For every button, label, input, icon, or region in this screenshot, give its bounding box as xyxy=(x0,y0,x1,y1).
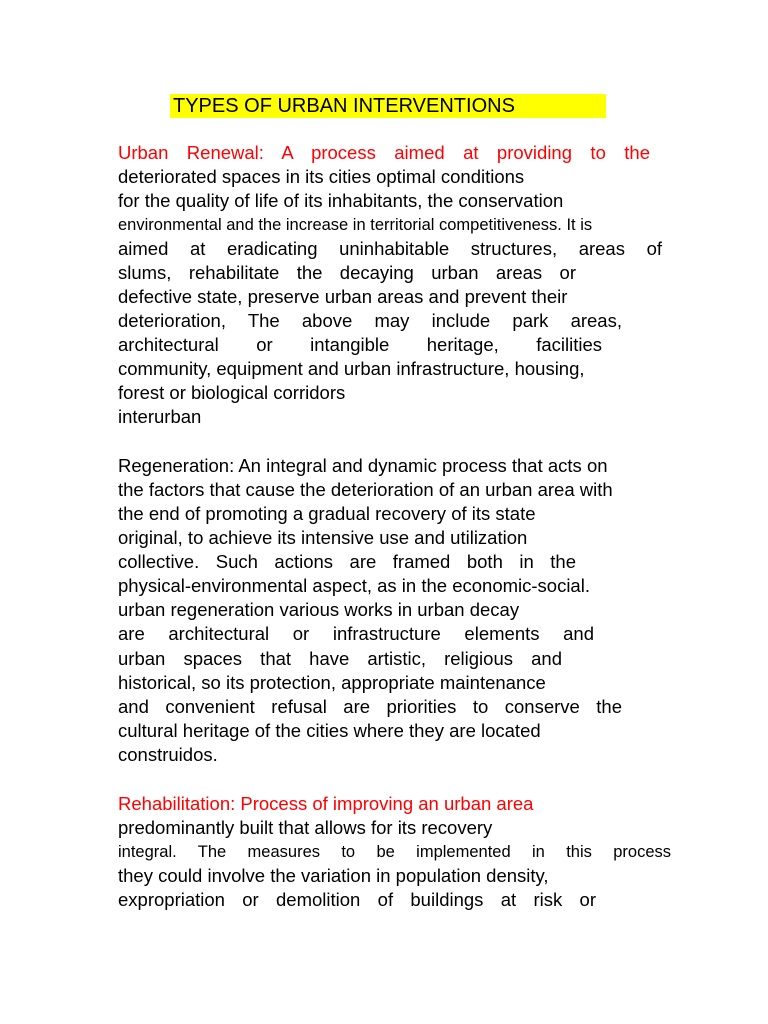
paragraph-line: expropriation or demolition of buildings at risk or xyxy=(118,889,596,910)
paragraph-line: architectural or intangible heritage, facilities xyxy=(118,334,602,355)
document-title xyxy=(170,94,606,118)
paragraph-line: deterioration, The above may include park areas, xyxy=(118,310,622,331)
paragraph-line: integral. The measures to be implemented in this process xyxy=(118,843,671,861)
paragraph-line: they could involve the variation in population density, xyxy=(118,865,549,886)
paragraph-line: cultural heritage of the cities where they are located xyxy=(118,720,541,741)
paragraph-line: historical, so its protection, appropriate maintenance xyxy=(118,672,546,693)
document-title-text: TYPES OF URBAN INTERVENTIONS xyxy=(173,95,515,117)
paragraph-line: aimed at eradicating uninhabitable structures, areas of xyxy=(118,238,662,259)
paragraph-line: environmental and the increase in territorial competitiveness. It is xyxy=(118,216,593,234)
urban-renewal-heading-line: Urban Renewal: A process aimed at providing to the xyxy=(118,142,650,163)
paragraph-line: forest or biological corridors xyxy=(118,382,346,403)
paragraph-line: interurban xyxy=(118,406,202,427)
rehabilitation-heading-line: Rehabilitation: Process of improving an urban area xyxy=(118,793,534,814)
paragraph-line: urban regeneration various works in urban decay xyxy=(118,599,520,620)
paragraph-line: and convenient refusal are priorities to conserve the xyxy=(118,696,622,717)
paragraph-line: urban spaces that have artistic, religious and xyxy=(118,648,562,669)
paragraph-line: the factors that cause the deterioration of an urban area with xyxy=(118,479,613,500)
paragraph-line: predominantly built that allows for its recovery xyxy=(118,817,493,838)
paragraph-line: deteriorated spaces in its cities optimal conditions xyxy=(118,166,525,187)
paragraph-line: the end of promoting a gradual recovery of its state xyxy=(118,503,536,524)
paragraph-line: original, to achieve its intensive use and utilization xyxy=(118,527,528,548)
paragraph-line: construidos. xyxy=(118,744,218,765)
regeneration-heading-line: Regeneration: An integral and dynamic process that acts on xyxy=(118,455,608,476)
paragraph-line: for the quality of life of its inhabitants, the conservation xyxy=(118,190,564,211)
paragraph-line: community, equipment and urban infrastructure, housing, xyxy=(118,358,585,379)
paragraph-line: collective. Such actions are framed both in the xyxy=(118,551,576,572)
paragraph-line: slums, rehabilitate the decaying urban areas or xyxy=(118,262,576,283)
paragraph-line: are architectural or infrastructure elements and xyxy=(118,623,594,644)
paragraph-line: defective state, preserve urban areas and prevent their xyxy=(118,286,568,307)
paragraph-line: physical-environmental aspect, as in the economic-social. xyxy=(118,575,590,596)
